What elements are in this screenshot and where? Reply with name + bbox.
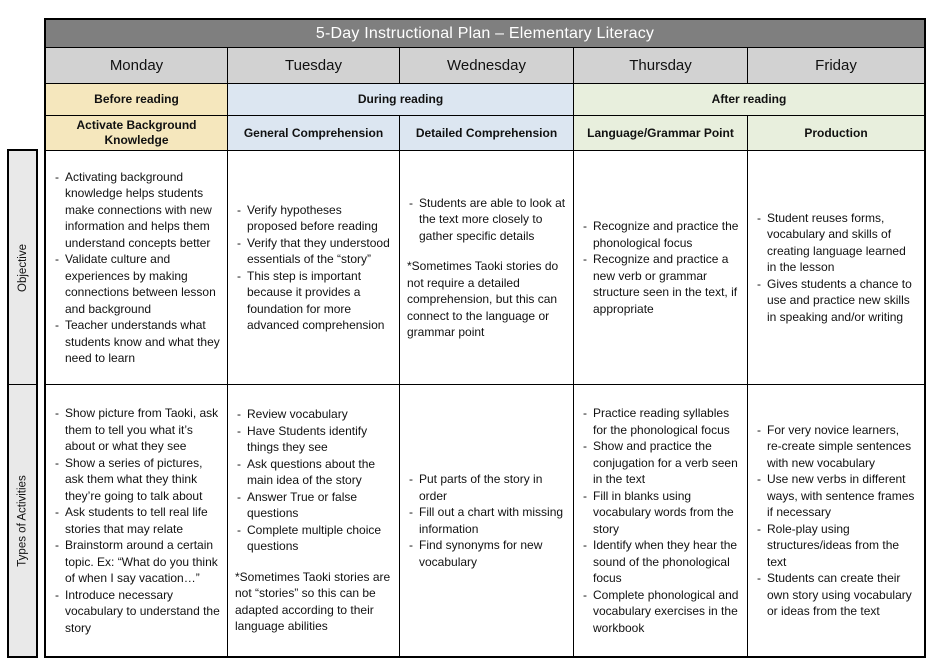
day-header-thursday: Thursday — [574, 48, 747, 83]
bullet-item: - Fill out a chart with missing information — [409, 505, 564, 536]
bullet-list — [53, 169, 220, 367]
bullet-list — [755, 210, 917, 326]
table-title: 5-Day Instructional Plan – Elementary Literacy — [46, 20, 924, 47]
bullet-item: - Show picture from Taoki, ask them to tell you what it’s about or what they see — [55, 406, 219, 453]
bullet-list — [581, 405, 740, 636]
row-label-objective — [9, 151, 36, 384]
phase-during-reading: During reading — [228, 84, 573, 115]
subheader-detailed-comprehension: Detailed Comprehension — [400, 116, 573, 150]
row-label-activities — [9, 385, 36, 656]
bullet-item: - Answer True or false questions — [237, 489, 358, 521]
activities-cell-tuesday — [228, 385, 399, 656]
day-header-tuesday: Tuesday — [228, 48, 399, 83]
objective-cell-friday — [748, 151, 924, 384]
day-header-wednesday: Wednesday — [400, 48, 573, 83]
bullet-list — [581, 218, 740, 317]
bullet-item: - Brainstorm around a certain topic. Ex: “What do you think of when I say vacation…” — [55, 538, 218, 585]
subheader-language-grammar-point: Language/Grammar Point — [574, 116, 747, 150]
activities-cell-thursday — [574, 385, 747, 656]
objective-cell-tuesday — [228, 151, 399, 384]
bullet-item: - Show and practice the conjugation for a verb seen in the text — [583, 439, 738, 486]
bullet-item: - Validate culture and experiences by making connections between lesson and background — [55, 252, 216, 316]
bullet-item: - Complete multiple choice questions — [237, 522, 382, 554]
bullet-item: - Identify when they hear the sound of the phonological focus — [583, 538, 738, 585]
bullet-item: - Use new verbs in different ways, with sentence frames if necessary — [757, 472, 915, 519]
subheader-activate-background-knowledge: Activate Background Knowledge — [46, 116, 227, 150]
objective-row-label: Objective — [16, 243, 29, 292]
bullet-item: - Review vocabulary — [237, 407, 348, 422]
activities-cell-friday — [748, 385, 924, 656]
bullet-item: - Find synonyms for new vocabulary — [409, 538, 543, 569]
bullet-item: - Activating background knowledge helps students make connections with new information and helps them understand concepts better — [55, 169, 212, 250]
bullet-item: - Introduce necessary vocabulary to understand the story — [55, 587, 220, 635]
subheader-production: Production — [748, 116, 924, 150]
bullet-item: - This step is important because it provides a foundation for more advanced comprehension — [237, 268, 385, 332]
day-header-friday: Friday — [748, 48, 924, 83]
bullet-item: - For very novice learners, re-create simple sentences with new vocabulary — [757, 422, 912, 470]
bullet-item: - Student reuses forms, vocabulary and skills of creating language learned in the lesson — [757, 210, 906, 275]
bullet-list — [407, 195, 566, 245]
activities-cell-monday — [46, 385, 227, 656]
objective-cell-monday — [46, 151, 227, 384]
row-label-column — [7, 149, 38, 658]
bullet-list — [235, 202, 392, 334]
bullet-list — [755, 422, 917, 620]
plan-table — [44, 18, 926, 658]
bullet-list — [53, 405, 220, 636]
bullet-item: - Practice reading syllables for the phonological focus — [583, 406, 730, 437]
bullet-item: - Gives students a chance to use and practice new skills in speaking and/or writing — [757, 276, 912, 324]
phase-after-reading: After reading — [574, 84, 924, 115]
bullet-item: - Ask students to tell real life stories that may relate — [55, 505, 208, 536]
bullet-item: - Verify hypotheses proposed before reading — [237, 202, 378, 233]
bullet-list — [235, 406, 392, 555]
bullet-item: - Recognize and practice the phonological focus — [583, 219, 739, 250]
bullet-item: - Fill in blanks using vocabulary words from the story — [583, 488, 734, 536]
objective-cell-wednesday — [400, 151, 573, 384]
bullet-item: - Verify that they understood essentials of the “story” — [237, 235, 390, 266]
bullet-item: - Put parts of the story in order — [409, 472, 543, 503]
phase-before-reading: Before reading — [46, 84, 227, 115]
activities-cell-wednesday — [400, 385, 573, 656]
subheader-general-comprehension: General Comprehension — [228, 116, 399, 150]
bullet-list — [407, 471, 566, 570]
cell-note: *Sometimes Taoki stories do not require a detailed comprehension, but this can connect to the language or grammar point — [407, 259, 559, 339]
objective-cell-thursday — [574, 151, 747, 384]
bullet-item: - Role-play using structures/ideas from the text — [757, 521, 900, 569]
day-header-monday: Monday — [46, 48, 227, 83]
bullet-item: - Students can create their own story using vocabulary or ideas from the text — [757, 571, 912, 618]
bullet-item: - Students are able to look at the text more closely to gather specific details — [409, 195, 566, 243]
bullet-item: - Teacher understands what students know and what they need to learn — [55, 318, 220, 365]
cell-note: *Sometimes Taoki stories are not “stories” so this can be adapted according to their language abilities — [235, 569, 391, 634]
bullet-item: - Show a series of pictures, ask them what they think they’re going to talk about — [55, 455, 203, 503]
bullet-item: - Complete phonological and vocabulary exercises in the workbook — [583, 587, 739, 635]
bullet-item: - Have Students identify things they see — [237, 423, 368, 455]
activities-row-label: Types of Activities — [16, 474, 29, 567]
bullet-item: - Recognize and practice a new verb or grammar structure seen in the text, if appropriate — [583, 252, 738, 316]
bullet-item: - Ask questions about the main idea of the story — [237, 456, 376, 488]
